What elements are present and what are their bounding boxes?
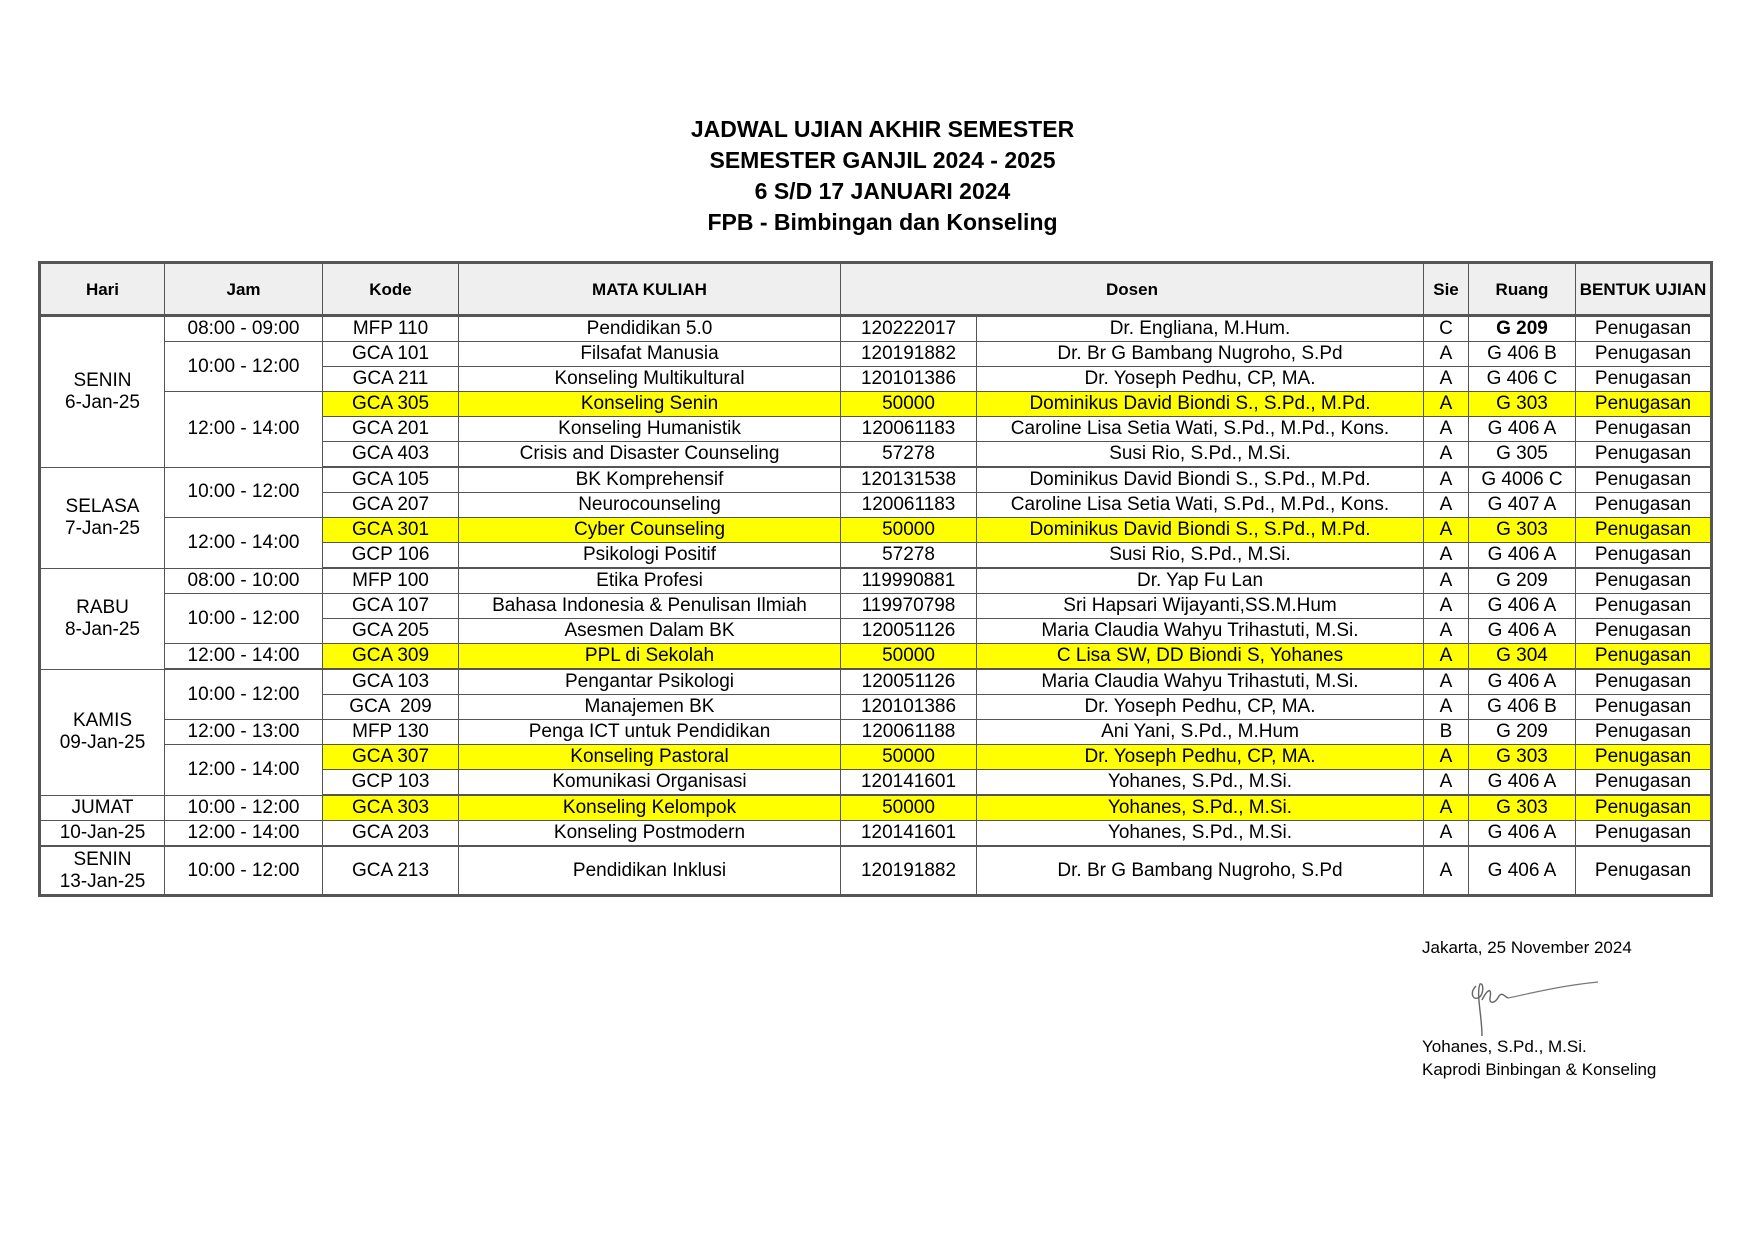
section-cell: A <box>1424 619 1469 644</box>
course-cell: Konseling Pastoral <box>459 745 841 770</box>
lecturer-cell: Dr. Yoseph Pedhu, CP, MA. <box>977 695 1424 720</box>
course-cell: BK Komprehensif <box>459 467 841 493</box>
course-cell: Konseling Kelompok <box>459 795 841 821</box>
header-mata-kuliah: MATA KULIAH <box>459 263 841 316</box>
lecturer-id-cell: 120051126 <box>841 669 977 695</box>
course-cell: Manajemen BK <box>459 695 841 720</box>
lecturer-id-cell: 120101386 <box>841 695 977 720</box>
lecturer-cell: Yohanes, S.Pd., M.Si. <box>977 795 1424 821</box>
lecturer-id-cell: 57278 <box>841 442 977 468</box>
section-cell: A <box>1424 518 1469 543</box>
exam-form-cell: Penugasan <box>1576 669 1712 695</box>
exam-form-cell: Penugasan <box>1576 417 1712 442</box>
lecturer-cell: Yohanes, S.Pd., M.Si. <box>977 821 1424 847</box>
room-cell: G 4006 C <box>1469 467 1576 493</box>
section-cell: A <box>1424 846 1469 896</box>
lecturer-cell: Dr. Yoseph Pedhu, CP, MA. <box>977 367 1424 392</box>
exam-form-cell: Penugasan <box>1576 568 1712 594</box>
header-dosen: Dosen <box>841 263 1424 316</box>
room-cell: G 407 A <box>1469 493 1576 518</box>
course-cell: Penga ICT untuk Pendidikan <box>459 720 841 745</box>
exam-form-cell: Penugasan <box>1576 518 1712 543</box>
title-line-4: FPB - Bimbingan dan Konseling <box>707 209 1058 235</box>
exam-form-cell: Penugasan <box>1576 720 1712 745</box>
room-cell: G 305 <box>1469 442 1576 468</box>
lecturer-id-cell: 120191882 <box>841 342 977 367</box>
course-cell: Konseling Postmodern <box>459 821 841 847</box>
code-cell: GCA 211 <box>323 367 459 392</box>
time-cell: 12:00 - 14:00 <box>165 644 323 670</box>
exam-schedule-table <box>38 261 1713 897</box>
room-cell: G 406 A <box>1469 619 1576 644</box>
lecturer-cell: Susi Rio, S.Pd., M.Si. <box>977 543 1424 569</box>
header-jam: Jam <box>165 263 323 316</box>
course-cell: Filsafat Manusia <box>459 342 841 367</box>
table-row <box>40 467 1712 493</box>
room-cell: G 406 A <box>1469 821 1576 847</box>
exam-form-cell: Penugasan <box>1576 821 1712 847</box>
room-cell: G 406 A <box>1469 594 1576 619</box>
exam-form-cell: Penugasan <box>1576 644 1712 670</box>
time-cell: 08:00 - 09:00 <box>165 316 323 342</box>
section-cell: C <box>1424 316 1469 342</box>
code-cell: MFP 110 <box>323 316 459 342</box>
room-cell: G 304 <box>1469 644 1576 670</box>
course-cell: Komunikasi Organisasi <box>459 770 841 796</box>
day-name: SELASA <box>65 495 140 517</box>
exam-form-cell: Penugasan <box>1576 745 1712 770</box>
title-block <box>0 114 1755 238</box>
code-cell: GCA 403 <box>323 442 459 468</box>
code-cell: GCA 103 <box>323 669 459 695</box>
section-cell: A <box>1424 367 1469 392</box>
code-cell: GCA 201 <box>323 417 459 442</box>
day-date: 6-Jan-25 <box>65 391 140 413</box>
course-cell: Konseling Senin <box>459 392 841 417</box>
exam-form-cell: Penugasan <box>1576 367 1712 392</box>
header-ruang: Ruang <box>1469 263 1576 316</box>
course-cell: Pendidikan Inklusi <box>459 846 841 896</box>
day-cell <box>40 846 165 896</box>
section-cell: A <box>1424 543 1469 569</box>
signer-role: Kaprodi Binbingan & Konseling <box>1422 1060 1657 1079</box>
time-cell: 10:00 - 12:00 <box>165 795 323 821</box>
section-cell: A <box>1424 568 1469 594</box>
exam-form-cell: Penugasan <box>1576 316 1712 342</box>
section-cell: A <box>1424 493 1469 518</box>
lecturer-id-cell: 120141601 <box>841 821 977 847</box>
table-row <box>40 669 1712 695</box>
exam-form-cell: Penugasan <box>1576 695 1712 720</box>
lecturer-id-cell: 50000 <box>841 795 977 821</box>
day-name: SENIN <box>73 369 132 391</box>
day-name: SENIN <box>73 848 132 870</box>
room-cell: G 209 <box>1469 316 1576 342</box>
code-cell: GCA 105 <box>323 467 459 493</box>
lecturer-id-cell: 57278 <box>841 543 977 569</box>
exam-form-cell: Penugasan <box>1576 342 1712 367</box>
code-cell: GCA 305 <box>323 392 459 417</box>
day-cell <box>40 669 165 795</box>
day-date: 09-Jan-25 <box>59 732 146 753</box>
time-cell: 10:00 - 12:00 <box>165 669 323 720</box>
exam-form-cell: Penugasan <box>1576 493 1712 518</box>
time-cell: 12:00 - 13:00 <box>165 720 323 745</box>
code-cell: GCP 103 <box>323 770 459 796</box>
section-cell: A <box>1424 467 1469 493</box>
room-cell: G 303 <box>1469 392 1576 417</box>
room-cell: G 303 <box>1469 745 1576 770</box>
room-cell: G 303 <box>1469 518 1576 543</box>
lecturer-cell: Dr. Br G Bambang Nugroho, S.Pd <box>977 846 1424 896</box>
course-cell: Asesmen Dalam BK <box>459 619 841 644</box>
lecturer-cell: Dr. Engliana, M.Hum. <box>977 316 1424 342</box>
table-row <box>40 720 1712 745</box>
room-cell: G 406 A <box>1469 669 1576 695</box>
section-cell: A <box>1424 770 1469 796</box>
header-sie: Sie <box>1424 263 1469 316</box>
lecturer-cell: Sri Hapsari Wijayanti,SS.M.Hum <box>977 594 1424 619</box>
lecturer-cell: Maria Claudia Wahyu Trihastuti, M.Si. <box>977 669 1424 695</box>
header-hari: Hari <box>40 263 165 316</box>
section-cell: A <box>1424 392 1469 417</box>
lecturer-id-cell: 119970798 <box>841 594 977 619</box>
room-cell: G 406 B <box>1469 695 1576 720</box>
time-cell: 10:00 - 12:00 <box>165 467 323 518</box>
lecturer-cell: C Lisa SW, DD Biondi S, Yohanes <box>977 644 1424 670</box>
table-row <box>40 568 1712 594</box>
handwritten-signature <box>1462 974 1602 1038</box>
time-cell: 12:00 - 14:00 <box>165 518 323 569</box>
table-row-highlighted <box>40 518 1712 543</box>
lecturer-cell: Dr. Yoseph Pedhu, CP, MA. <box>977 745 1424 770</box>
course-cell: Konseling Humanistik <box>459 417 841 442</box>
code-cell: GCA 213 <box>323 846 459 896</box>
lecturer-id-cell: 50000 <box>841 518 977 543</box>
course-cell: Bahasa Indonesia & Penulisan Ilmiah <box>459 594 841 619</box>
exam-form-cell: Penugasan <box>1576 846 1712 896</box>
course-cell: Konseling Multikultural <box>459 367 841 392</box>
section-cell: A <box>1424 342 1469 367</box>
course-cell: Etika Profesi <box>459 568 841 594</box>
exam-form-cell: Penugasan <box>1576 619 1712 644</box>
code-cell: GCA 303 <box>323 795 459 821</box>
table-row <box>40 846 1712 896</box>
lecturer-cell: Caroline Lisa Setia Wati, S.Pd., M.Pd., Kons. <box>977 493 1424 518</box>
code-cell: GCA 101 <box>323 342 459 367</box>
lecturer-id-cell: 120141601 <box>841 770 977 796</box>
time-cell: 08:00 - 10:00 <box>165 568 323 594</box>
course-cell: Crisis and Disaster Counseling <box>459 442 841 468</box>
exam-form-cell: Penugasan <box>1576 467 1712 493</box>
code-cell: GCA 107 <box>323 594 459 619</box>
room-cell: G 303 <box>1469 795 1576 821</box>
day-cell <box>40 467 165 568</box>
lecturer-id-cell: 120061183 <box>841 417 977 442</box>
course-cell: PPL di Sekolah <box>459 644 841 670</box>
day-name: KAMIS <box>72 710 133 731</box>
section-cell: A <box>1424 644 1469 670</box>
title-line-3: 6 S/D 17 JANUARI 2024 <box>754 178 1011 204</box>
code-cell: GCA 301 <box>323 518 459 543</box>
lecturer-cell: Maria Claudia Wahyu Trihastuti, M.Si. <box>977 619 1424 644</box>
room-cell: G 406 A <box>1469 846 1576 896</box>
section-cell: B <box>1424 720 1469 745</box>
course-cell: Neurocounseling <box>459 493 841 518</box>
lecturer-id-cell: 120131538 <box>841 467 977 493</box>
day-name: RABU <box>76 596 129 618</box>
table-row <box>40 594 1712 619</box>
time-cell: 10:00 - 12:00 <box>165 846 323 896</box>
course-cell: Pengantar Psikologi <box>459 669 841 695</box>
lecturer-cell: Dominikus David Biondi S., S.Pd., M.Pd. <box>977 467 1424 493</box>
code-cell: GCA 203 <box>323 821 459 847</box>
table-row <box>40 342 1712 367</box>
title-line-1: JADWAL UJIAN AKHIR SEMESTER <box>690 116 1075 142</box>
room-cell: G 406 A <box>1469 770 1576 796</box>
table-row <box>40 821 1712 847</box>
time-cell: 12:00 - 14:00 <box>165 821 323 847</box>
exam-form-cell: Penugasan <box>1576 392 1712 417</box>
exam-form-cell: Penugasan <box>1576 795 1712 821</box>
table-row-highlighted <box>40 795 1712 821</box>
lecturer-id-cell: 120101386 <box>841 367 977 392</box>
lecturer-cell: Yohanes, S.Pd., M.Si. <box>977 770 1424 796</box>
section-cell: A <box>1424 669 1469 695</box>
table-row <box>40 316 1712 342</box>
lecturer-cell: Dr. Yap Fu Lan <box>977 568 1424 594</box>
day-cell <box>40 316 165 468</box>
code-cell: GCA 209 <box>323 695 459 720</box>
table-row-highlighted <box>40 392 1712 417</box>
day-date-cell: 10-Jan-25 <box>40 821 165 847</box>
section-cell: A <box>1424 594 1469 619</box>
lecturer-id-cell: 120051126 <box>841 619 977 644</box>
day-date: 8-Jan-25 <box>65 618 140 640</box>
lecturer-id-cell: 120061188 <box>841 720 977 745</box>
signer-name: Yohanes, S.Pd., M.Si. <box>1422 1037 1587 1056</box>
exam-form-cell: Penugasan <box>1576 594 1712 619</box>
title-line-2: SEMESTER GANJIL 2024 - 2025 <box>709 147 1056 173</box>
time-cell: 12:00 - 14:00 <box>165 392 323 468</box>
exam-form-cell: Penugasan <box>1576 770 1712 796</box>
code-cell: GCA 207 <box>323 493 459 518</box>
room-cell: G 406 A <box>1469 417 1576 442</box>
lecturer-cell: Dr. Br G Bambang Nugroho, S.Pd <box>977 342 1424 367</box>
section-cell: A <box>1424 695 1469 720</box>
lecturer-id-cell: 50000 <box>841 392 977 417</box>
room-cell: G 406 C <box>1469 367 1576 392</box>
place-date: Jakarta, 25 November 2024 <box>1422 938 1632 957</box>
lecturer-id-cell: 50000 <box>841 644 977 670</box>
lecturer-id-cell: 50000 <box>841 745 977 770</box>
table-row-highlighted <box>40 644 1712 670</box>
room-cell: G 209 <box>1469 568 1576 594</box>
section-cell: A <box>1424 795 1469 821</box>
code-cell: GCP 106 <box>323 543 459 569</box>
lecturer-id-cell: 120222017 <box>841 316 977 342</box>
room-cell: G 406 B <box>1469 342 1576 367</box>
lecturer-cell: Ani Yani, S.Pd., M.Hum <box>977 720 1424 745</box>
header-bentuk-ujian: BENTUK UJIAN <box>1576 263 1712 316</box>
code-cell: GCA 309 <box>323 644 459 670</box>
section-cell: A <box>1424 821 1469 847</box>
section-cell: A <box>1424 417 1469 442</box>
section-cell: A <box>1424 442 1469 468</box>
code-cell: MFP 130 <box>323 720 459 745</box>
header-row <box>40 263 1712 316</box>
lecturer-cell: Dominikus David Biondi S., S.Pd., M.Pd. <box>977 518 1424 543</box>
header-kode: Kode <box>323 263 459 316</box>
time-cell: 10:00 - 12:00 <box>165 342 323 392</box>
room-cell: G 406 A <box>1469 543 1576 569</box>
course-cell: Psikologi Positif <box>459 543 841 569</box>
lecturer-id-cell: 120061183 <box>841 493 977 518</box>
section-cell: A <box>1424 745 1469 770</box>
code-cell: GCA 307 <box>323 745 459 770</box>
day-name-cell: JUMAT <box>40 795 165 821</box>
table-row-highlighted <box>40 745 1712 770</box>
lecturer-id-cell: 120191882 <box>841 846 977 896</box>
lecturer-cell: Susi Rio, S.Pd., M.Si. <box>977 442 1424 468</box>
course-cell: Cyber Counseling <box>459 518 841 543</box>
day-date: 13-Jan-25 <box>59 870 146 892</box>
lecturer-cell: Dominikus David Biondi S., S.Pd., M.Pd. <box>977 392 1424 417</box>
exam-form-cell: Penugasan <box>1576 543 1712 569</box>
lecturer-cell: Caroline Lisa Setia Wati, S.Pd., M.Pd., Kons. <box>977 417 1424 442</box>
time-cell: 12:00 - 14:00 <box>165 745 323 796</box>
code-cell: MFP 100 <box>323 568 459 594</box>
course-cell: Pendidikan 5.0 <box>459 316 841 342</box>
exam-form-cell: Penugasan <box>1576 442 1712 468</box>
day-cell <box>40 568 165 669</box>
time-cell: 10:00 - 12:00 <box>165 594 323 644</box>
room-cell: G 209 <box>1469 720 1576 745</box>
day-date: 7-Jan-25 <box>65 517 140 539</box>
lecturer-id-cell: 119990881 <box>841 568 977 594</box>
code-cell: GCA 205 <box>323 619 459 644</box>
